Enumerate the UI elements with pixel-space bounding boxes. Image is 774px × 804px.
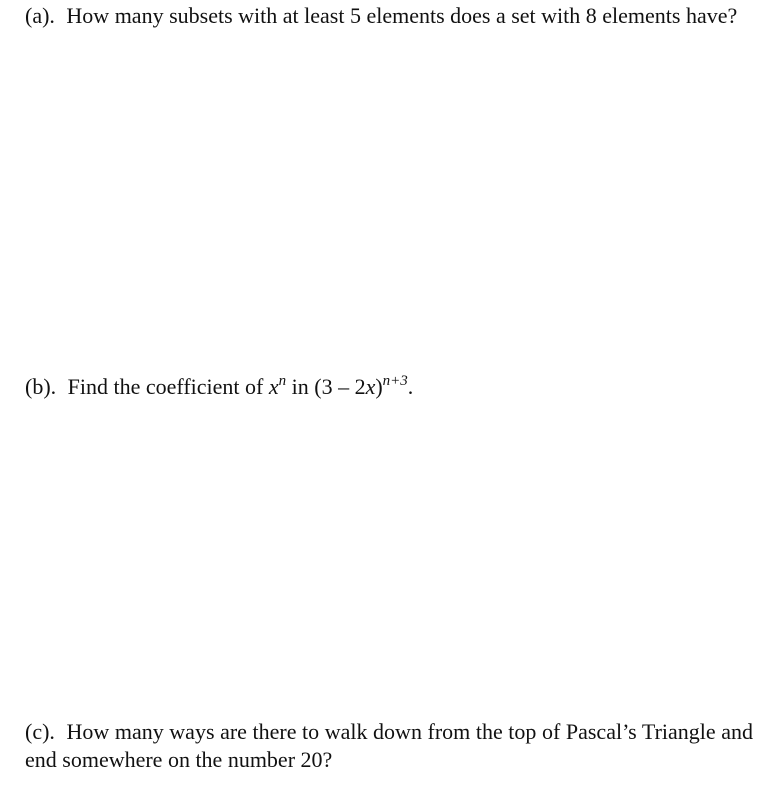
problem-b [25, 373, 753, 401]
problem-c-label: (c). [25, 719, 55, 744]
expr-close: ) [375, 374, 383, 399]
power-n: n [278, 373, 287, 389]
expr-open: (3 – 2 [314, 374, 366, 399]
problem-c [25, 718, 753, 774]
math-expression [314, 374, 408, 399]
expr-x: x [365, 374, 376, 399]
var-x: x [268, 374, 279, 399]
problem-a-text: How many subsets with at least 5 elements does a set with 8 elements have? [66, 3, 738, 28]
problem-b-end: . [407, 374, 414, 399]
problem-a [25, 2, 753, 30]
math-x-power-n [269, 374, 286, 399]
problem-b-text: Find the coefficient of [67, 374, 264, 399]
problem-a-label: (a). [25, 3, 55, 28]
expr-exponent: n+3 [382, 373, 408, 389]
problem-c-text: How many ways are there to walk down from the top of Pascal’s Triangle and end somewhere on the number 20? [25, 719, 754, 772]
problem-b-in: in [291, 374, 309, 399]
problem-b-label: (b). [25, 374, 57, 399]
